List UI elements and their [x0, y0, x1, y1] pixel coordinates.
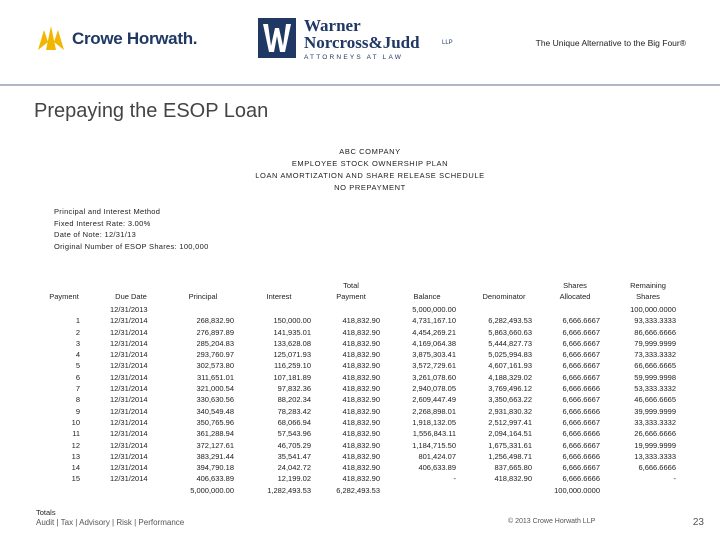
cell-due-date: 12/31/2014	[110, 350, 148, 360]
cell-interest: 141,935.01	[273, 327, 311, 337]
cell-payment: 1	[75, 316, 80, 326]
cell-balance: 2,268,898.01	[412, 406, 456, 416]
cell-denominator: 4,188,329.02	[488, 372, 532, 382]
cell-principal: 394,790.18	[196, 463, 234, 473]
table-row	[36, 327, 686, 338]
table-row	[36, 428, 686, 439]
cell-balance: 4,454,269.21	[412, 327, 456, 337]
cell-principal: 350,765.96	[196, 417, 234, 427]
table-row	[36, 372, 686, 383]
cell-due-date: 12/31/2014	[110, 395, 148, 405]
cell-shares-allocated: 6,666.6667	[562, 350, 600, 360]
cell-balance: 3,261,078.60	[412, 372, 456, 382]
cell-interest: 12,199.02	[277, 474, 311, 484]
cell-denominator: 5,863,660.63	[488, 327, 532, 337]
cell-denominator: 1,256,498.71	[488, 451, 532, 461]
cell-principal: 330,630.56	[196, 395, 234, 405]
cell-due-date: 12/31/2014	[110, 417, 148, 427]
cell-remaining-shares: 26,666.6666	[634, 429, 676, 439]
header-balance: Balance	[413, 292, 441, 301]
cell-due-date: 12/31/2014	[110, 338, 148, 348]
header-denominator: Denominator	[482, 292, 526, 301]
cell-due-date: 12/31/2014	[110, 463, 148, 473]
cell-shares-allocated: 100,000.0000	[554, 485, 600, 495]
cell-payment: 7	[75, 384, 80, 394]
cell-remaining-shares: 33,333.3332	[634, 417, 676, 427]
cell-balance: 5,000,000.00	[412, 305, 456, 314]
cell-shares-allocated: 6,666.6666	[562, 384, 600, 394]
cell-interest: 46,705.29	[277, 440, 311, 450]
table-body	[36, 304, 686, 496]
cell-principal: 406,633.89	[196, 474, 234, 484]
cell-remaining-shares: 86,666.6666	[634, 327, 676, 337]
table-header-row	[36, 276, 686, 304]
cell-denominator: 3,350,663.22	[488, 395, 532, 405]
cell-denominator: 5,444,827.73	[488, 338, 532, 348]
cell-denominator: 4,607,161.93	[488, 361, 532, 371]
cell-due-date: 12/31/2014	[110, 327, 148, 337]
cell-remaining-shares: 19,999.9999	[634, 440, 676, 450]
cell-due-date: 12/31/2014	[110, 440, 148, 450]
cell-remaining-shares: 66,666.6665	[634, 361, 676, 371]
cell-payment: 6	[75, 372, 80, 382]
cell-payment: 3	[75, 338, 80, 348]
cell-interest: 68,066.94	[277, 417, 311, 427]
slide-title: Prepaying the ESOP Loan	[34, 100, 269, 122]
report-heading-line: ABC COMPANY	[339, 147, 401, 156]
report-heading-line: NO PREPAYMENT	[334, 183, 406, 192]
cell-principal: 361,288.94	[196, 429, 234, 439]
cell-shares-allocated: 6,666.6667	[562, 316, 600, 326]
cell-interest: 78,283.42	[277, 406, 311, 416]
cell-total-payment: 418,832.90	[342, 406, 380, 416]
cell-shares-allocated: 6,666.6666	[562, 429, 600, 439]
cell-interest: 150,000.00	[273, 316, 311, 326]
cell-principal: 383,291.44	[196, 451, 234, 461]
table-row	[36, 304, 686, 315]
cell-total-payment: 418,832.90	[342, 395, 380, 405]
cell-shares-allocated: 6,666.6667	[562, 417, 600, 427]
crowe-horwath-logo	[36, 22, 226, 56]
cell-total-payment: 418,832.90	[342, 474, 380, 484]
table-row	[36, 349, 686, 360]
cell-shares-allocated: 6,666.6666	[562, 406, 600, 416]
cell-balance: 406,633.89	[418, 463, 456, 473]
cell-principal: 372,127.61	[196, 440, 234, 450]
header-total-payment: Total Payment	[336, 281, 366, 301]
warner-norcross-judd-logo	[258, 16, 458, 64]
cell-payment: 13	[71, 451, 80, 461]
cell-denominator: 1,675,331.61	[488, 440, 532, 450]
cell-shares-allocated: 6,666.6667	[562, 440, 600, 450]
warner-subtitle: ATTORNEYS AT LAW	[304, 54, 404, 61]
cell-denominator: 837,665.80	[494, 463, 532, 473]
amortization-table	[36, 276, 686, 496]
cell-remaining-shares: 100,000.0000	[630, 305, 676, 314]
cell-principal: 340,549.48	[196, 406, 234, 416]
header	[0, 0, 720, 78]
cell-total-payment: 418,832.90	[342, 316, 380, 326]
cell-principal: 276,897.89	[196, 327, 234, 337]
cell-remaining-shares: 13,333.3333	[634, 451, 676, 461]
cell-interest: 97,832.36	[277, 384, 311, 394]
report-heading-line: LOAN AMORTIZATION AND SHARE RELEASE SCHEDULE	[255, 171, 485, 180]
loan-terms-line: Fixed Interest Rate: 3.00%	[54, 218, 151, 228]
cell-balance: 3,572,729.61	[412, 361, 456, 371]
cell-payment: 8	[75, 395, 80, 405]
cell-payment: 11	[72, 429, 80, 439]
cell-denominator: 418,832.90	[494, 474, 532, 484]
cell-balance: 1,556,843.11	[412, 429, 456, 439]
cell-balance: 1,184,715.50	[412, 440, 456, 450]
cell-interest: 57,543.96	[277, 429, 311, 439]
totals-label: Totals	[36, 508, 56, 517]
cell-remaining-shares: -	[673, 474, 676, 484]
cell-denominator: 3,769,496.12	[488, 384, 532, 394]
cell-payment: 10	[71, 417, 80, 427]
cell-due-date: 12/31/2014	[110, 372, 148, 382]
cell-total-payment: 418,832.90	[342, 417, 380, 427]
header-payment: Payment	[49, 292, 79, 301]
page-number: 23	[692, 517, 704, 528]
cell-shares-allocated: 6,666.6667	[562, 395, 600, 405]
cell-shares-allocated: 6,666.6666	[562, 451, 600, 461]
table-row	[36, 315, 686, 326]
cell-interest: 24,042.72	[277, 463, 311, 473]
cell-total-payment: 418,832.90	[342, 338, 380, 348]
header-interest: Interest	[266, 292, 292, 301]
cell-balance: 2,940,078.05	[412, 384, 456, 394]
cell-due-date: 12/31/2014	[110, 361, 148, 371]
table-row	[36, 440, 686, 451]
cell-total-payment: 418,832.90	[342, 372, 380, 382]
cell-due-date: 12/31/2014	[110, 451, 148, 461]
cell-payment: 14	[71, 463, 80, 473]
cell-interest: 107,181.89	[273, 372, 311, 382]
header-shares-allocated: Shares Allocated	[559, 281, 591, 301]
cell-payment: 15	[71, 474, 80, 484]
wnj-monogram-icon	[258, 18, 296, 58]
cell-balance: 4,169,064.38	[412, 338, 456, 348]
cell-principal: 268,832.90	[196, 316, 234, 326]
warner-name-line1: Warner	[304, 16, 361, 35]
cell-shares-allocated: 6,666.6667	[562, 327, 600, 337]
cell-remaining-shares: 6,666.6666	[638, 463, 676, 473]
cell-due-date: 12/31/2014	[110, 384, 148, 394]
cell-interest: 125,071.93	[273, 350, 311, 360]
cell-denominator: 2,512,997.41	[488, 417, 532, 427]
cell-remaining-shares: 93,333.3333	[634, 316, 676, 326]
cell-principal: 285,204.83	[196, 338, 234, 348]
cell-balance: -	[453, 474, 456, 484]
cell-payment: 12	[71, 440, 80, 450]
warner-llp: LLP	[442, 40, 453, 46]
cell-interest: 35,541.47	[277, 451, 311, 461]
cell-denominator: 2,931,830.32	[488, 406, 532, 416]
table-row	[36, 417, 686, 428]
cell-due-date: 12/31/2014	[110, 474, 148, 484]
cell-shares-allocated: 6,666.6667	[562, 463, 600, 473]
cell-total-payment: 418,832.90	[342, 463, 380, 473]
table-row	[36, 406, 686, 417]
table-row	[36, 473, 686, 484]
header-remaining-shares: Remaining Shares	[630, 281, 666, 301]
cell-payment: 5	[75, 361, 80, 371]
cell-interest: 133,628.08	[273, 338, 311, 348]
cell-denominator: 2,094,164.51	[488, 429, 532, 439]
footer-copyright: © 2013 Crowe Horwath LLP	[508, 518, 596, 525]
cell-due-date: 12/31/2013	[110, 305, 148, 314]
table-row	[36, 383, 686, 394]
cell-principal: 321,000.54	[196, 384, 234, 394]
table-row	[36, 451, 686, 462]
report-heading	[200, 146, 540, 194]
table-row	[36, 338, 686, 349]
cell-principal: 311,651.01	[197, 372, 234, 382]
crowe-crown-icon	[36, 24, 66, 54]
report-heading-line: EMPLOYEE STOCK OWNERSHIP PLAN	[291, 159, 449, 168]
cell-due-date: 12/31/2014	[110, 316, 148, 326]
cell-total-payment: 6,282,493.53	[336, 485, 380, 495]
loan-terms	[54, 206, 209, 252]
cell-interest: 116,259.10	[274, 361, 311, 371]
cell-payment: 2	[75, 327, 80, 337]
cell-denominator: 6,282,493.53	[488, 316, 532, 326]
cell-due-date: 12/31/2014	[110, 429, 148, 439]
cell-remaining-shares: 73,333.3332	[634, 350, 676, 360]
table-row	[36, 462, 686, 473]
cell-total-payment: 418,832.90	[342, 384, 380, 394]
cell-total-payment: 418,832.90	[342, 350, 380, 360]
cell-total-payment: 418,832.90	[342, 451, 380, 461]
warner-name-line2: Norcross&Judd	[304, 33, 420, 52]
cell-balance: 3,875,303.41	[412, 350, 456, 360]
cell-denominator: 5,025,994.83	[488, 350, 532, 360]
cell-total-payment: 418,832.90	[342, 429, 380, 439]
cell-balance: 4,731,167.10	[412, 316, 456, 326]
cell-balance: 801,424.07	[418, 451, 456, 461]
cell-remaining-shares: 46,666.6665	[634, 395, 676, 405]
tagline: The Unique Alternative to the Big Four®	[535, 38, 686, 48]
cell-principal: 5,000,000.00	[190, 485, 234, 495]
cell-balance: 1,918,132.05	[412, 417, 456, 427]
cell-remaining-shares: 59,999.9998	[634, 372, 676, 382]
cell-total-payment: 418,832.90	[342, 440, 380, 450]
cell-total-payment: 418,832.90	[342, 327, 380, 337]
table-row	[36, 394, 686, 405]
header-principal: Principal	[188, 292, 218, 301]
cell-shares-allocated: 6,666.6666	[562, 474, 600, 484]
cell-interest: 1,282,493.53	[267, 485, 311, 495]
cell-due-date: 12/31/2014	[110, 406, 148, 416]
table-row	[36, 360, 686, 371]
cell-balance: 2,609,447.49	[412, 395, 456, 405]
cell-payment: 4	[75, 350, 80, 360]
cell-payment: 9	[75, 406, 80, 416]
cell-remaining-shares: 79,999.9999	[634, 338, 676, 348]
cell-shares-allocated: 6,666.6667	[562, 361, 600, 371]
table-row	[36, 485, 686, 496]
cell-total-payment: 418,832.90	[342, 361, 380, 371]
cell-interest: 88,202.34	[277, 395, 311, 405]
crowe-logo-text: Crowe Horwath.	[72, 29, 198, 48]
cell-shares-allocated: 6,666.6667	[562, 372, 600, 382]
loan-terms-line: Date of Note: 12/31/13	[54, 230, 137, 239]
cell-shares-allocated: 6,666.6667	[562, 338, 600, 348]
loan-terms-line: Principal and Interest Method	[54, 207, 161, 216]
header-divider	[0, 84, 720, 86]
footer-service-lines: Audit | Tax | Advisory | Risk | Performance	[36, 518, 185, 527]
header-due-date: Due Date	[115, 292, 147, 301]
cell-remaining-shares: 39,999.9999	[634, 406, 676, 416]
loan-terms-line: Original Number of ESOP Shares: 100,000	[54, 241, 209, 251]
cell-remaining-shares: 53,333.3332	[634, 384, 676, 394]
cell-principal: 302,573.80	[196, 361, 234, 371]
cell-principal: 293,760.97	[196, 350, 234, 360]
